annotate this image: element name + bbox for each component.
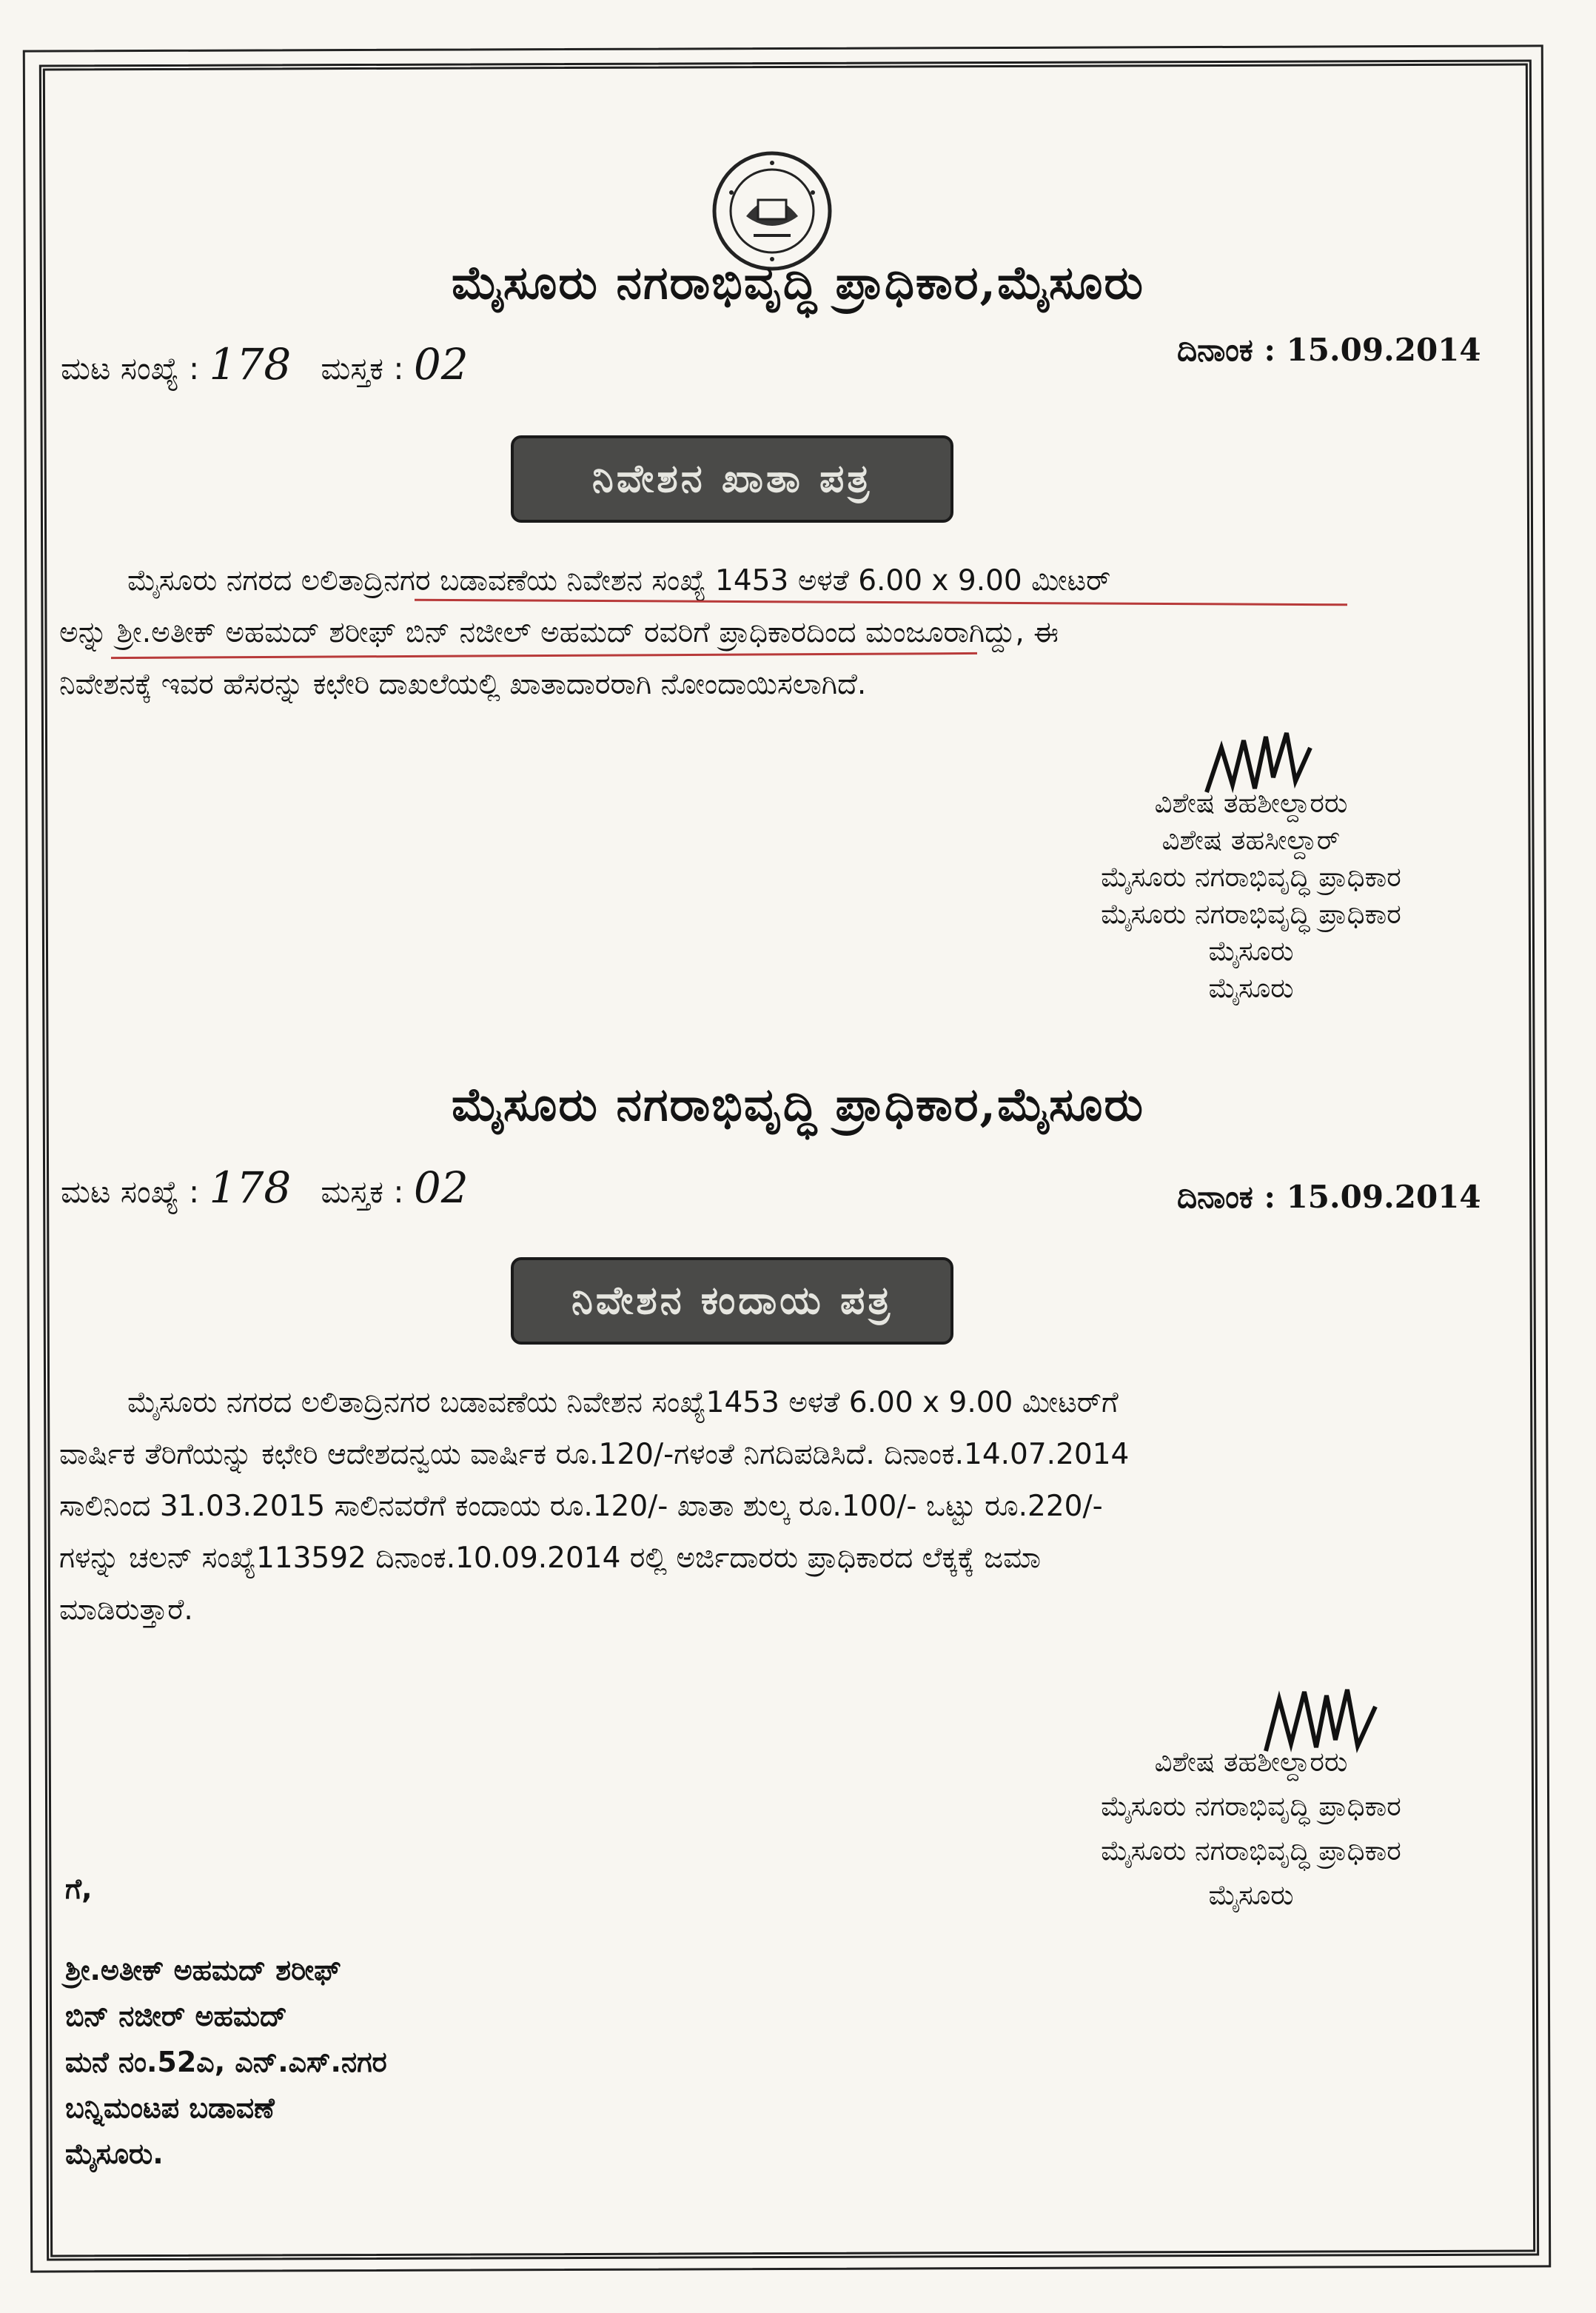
signature-line: ಮೈಸೂರು <box>1208 972 1294 1004</box>
date-line <box>1177 1179 1481 1216</box>
addressee-to: ಗೆ, <box>65 1872 93 1905</box>
body-line: ಮಾಡಿರುತ್ತಾರೆ. <box>59 1593 193 1627</box>
authority-title: ಮೈಸೂರು ನಗರಾಭಿವೃದ್ಧಿ ಪ್ರಾಧಿಕಾರ,ಮೈಸೂರು <box>452 1077 1144 1131</box>
address-line: ಮನೆ ನಂ.52ಎ, ಎನ್.ಎಸ್.ನಗರ <box>65 2046 387 2078</box>
signature-line: ವಿಶೇಷ ತಹಶೀಲ್ದಾರರು <box>1154 1746 1348 1778</box>
certificate-banner: ನಿವೇಶನ ಕಂದಾಯ ಪತ್ರ <box>511 1257 953 1345</box>
date-line <box>1177 332 1481 369</box>
book-number: 02 <box>413 339 469 389</box>
file-number: 178 <box>209 339 292 389</box>
address-line: ಬನ್ನಿಮಂಟಪ ಬಡಾವಣೆ <box>65 2092 275 2124</box>
address-line: ಬಿನ್ ನಜೀರ್ ಅಹಮದ್ <box>65 2000 287 2032</box>
body-line: ಸಾಲಿನಿಂದ 31.03.2015 ಸಾಲಿನವರೆಗೆ ಕಂದಾಯ ರೂ.120/- ಖಾತಾ ಶುಲ್ಕ ರೂ.100/- ಒಟ್ಟು ರೂ.220/- <box>59 1490 1103 1523</box>
body-line: ಮೈಸೂರು ನಗರದ ಲಲಿತಾದ್ರಿನಗರ ಬಡಾವಣೆಯ ನಿವೇಶನ ಸಂಖ್ಯೆ1453 ಅಳತೆ 6.00 x 9.00 ಮೀಟರ್‌ಗೆ <box>127 1386 1119 1419</box>
signature-line: ವಿಶೇಷ ತಹಸೀಲ್ದಾರ್ <box>1161 824 1341 856</box>
certificate-body <box>59 555 1510 711</box>
file-label: ಮಟ ಸಂಖ್ಯೆ : <box>61 350 200 386</box>
signature-line: ವಿಶೇಷ ತಹಶೀಲ್ದಾರರು <box>1154 787 1348 819</box>
date-value: 15.09.2014 <box>1286 332 1481 368</box>
book-number: 02 <box>413 1162 469 1213</box>
body-line: ವಾರ್ಷಿಕ ತೆರಿಗೆಯನ್ನು ಕಛೇರಿ ಆದೇಶದನ್ವಯ ವಾರ್ಷಿಕ ರೂ.120/-ಗಳಂತೆ ನಿಗದಿಪಡಿಸಿದೆ. ದಿನಾಂಕ.14.07.2014 <box>59 1438 1130 1471</box>
date-label: ದಿನಾಂಕ : <box>1177 1179 1275 1215</box>
page-border-inner <box>39 59 1539 2260</box>
body-line: ಅನ್ನು ಶ್ರೀ.ಅತೀಕ್ ಅಹಮದ್ ಶರೀಫ್ ಬಿನ್ ನಜೀಲ್ ಅಹಮದ್ ರವರಿಗೆ ಪ್ರಾಧಿಕಾರದಿಂದ ಮಂಜೂರಾಗಿದ್ದು, ಈ <box>59 616 1059 649</box>
book-label: ಮಸ್ತಕ : <box>321 350 404 386</box>
addressee-block <box>65 1947 387 2177</box>
address-line: ಶ್ರೀ.ಅತೀಕ್ ಅಹಮದ್ ಶರೀಫ್ <box>65 1954 341 1986</box>
address-line: ಮೈಸೂರು. <box>65 2138 164 2170</box>
body-line: ನಿವೇಶನಕ್ಕೆ ಇವರ ಹೆಸರನ್ನು ಕಛೇರಿ ದಾಖಲೆಯಲ್ಲಿ ಖಾತಾದಾರರಾಗಿ ನೋಂದಾಯಿಸಲಾಗಿದೆ. <box>59 668 867 701</box>
authority-title: ಮೈಸೂರು ನಗರಾಭಿವೃದ್ಧಿ ಪ್ರಾಧಿಕಾರ,ಮೈಸೂರು <box>452 255 1144 309</box>
book-label: ಮಸ್ತಕ : <box>321 1174 404 1210</box>
file-label: ಮಟ ಸಂಖ್ಯೆ : <box>61 1174 200 1210</box>
body-line: ಗಳನ್ನು ಚಲನ್ ಸಂಖ್ಯೆ113592 ದಿನಾಂಕ.10.09.2014 ರಲ್ಲಿ ಅರ್ಜಿದಾರರು ಪ್ರಾಧಿಕಾರದ ಲೆಕ್ಕಕ್ಕೆ ಜಮಾ <box>59 1542 1042 1575</box>
signature-line: ಮೈಸೂರು ನಗರಾಭಿವೃದ್ಧಿ ಪ್ರಾಧಿಕಾರ <box>1101 1790 1401 1822</box>
signature-line: ಮೈಸೂರು ನಗರಾಭಿವೃದ್ಧಿ ಪ್ರಾಧಿಕಾರ <box>1101 861 1401 893</box>
date-label: ದಿನಾಂಕ : <box>1177 332 1275 368</box>
certificate-banner: ನಿವೇಶನ ಖಾತಾ ಪತ್ರ <box>511 435 953 523</box>
signature-line: ಮೈಸೂರು <box>1208 935 1294 967</box>
certificate-body <box>59 1377 1510 1636</box>
signature-line: ಮೈಸೂರು ನಗರಾಭಿವೃದ್ಧಿ ಪ್ರಾಧಿಕಾರ <box>1101 898 1401 930</box>
file-reference <box>61 1162 469 1213</box>
file-number: 178 <box>209 1162 292 1213</box>
signature-line: ಮೈಸೂರು <box>1208 1879 1294 1911</box>
date-value: 15.09.2014 <box>1286 1179 1481 1215</box>
body-line: ಮೈಸೂರು ನಗರದ ಲಲಿತಾದ್ರಿನಗರ ಬಡಾವಣೆಯ ನಿವೇಶನ ಸಂಖ್ಯೆ 1453 ಅಳತೆ 6.00 x 9.00 ಮೀಟರ್ <box>127 564 1111 598</box>
file-reference <box>61 339 469 389</box>
signature-line: ಮೈಸೂರು ನಗರಾಭಿವೃದ್ಧಿ ಪ್ರಾಧಿಕಾರ <box>1101 1835 1401 1867</box>
signature-block <box>992 1740 1510 1918</box>
signature-block <box>992 785 1510 1007</box>
